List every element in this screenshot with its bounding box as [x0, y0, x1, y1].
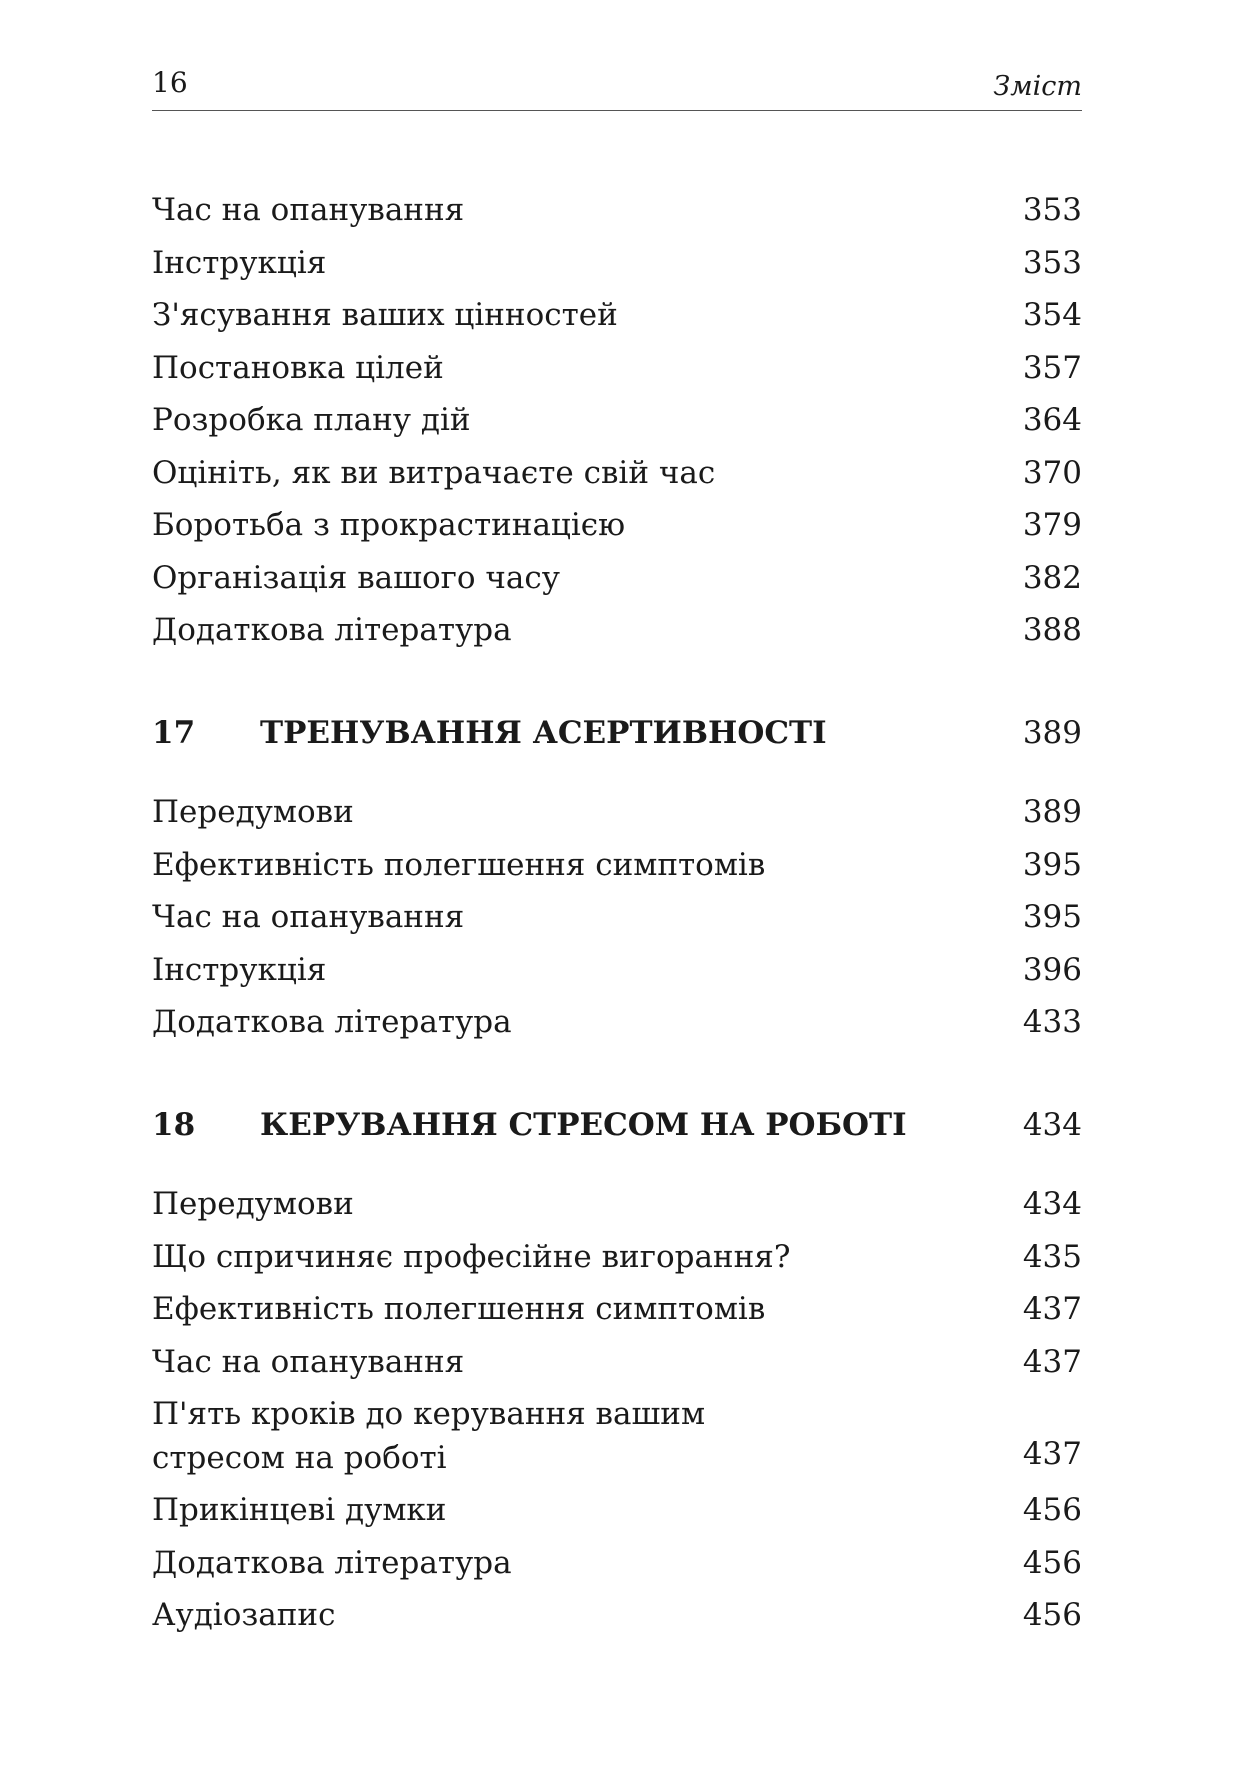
toc-entry-page: 389 — [1022, 794, 1082, 830]
toc-entry-page: 357 — [1022, 349, 1082, 386]
toc-entry-page: 456 — [1022, 1492, 1082, 1528]
toc-entry[interactable] — [152, 1231, 1082, 1284]
toc-entry[interactable] — [152, 604, 1082, 657]
toc-entry-title: Час на опанування — [152, 1343, 465, 1380]
toc-entry-title: Додаткова література — [152, 1544, 512, 1581]
toc-entry-title: Додаткова література — [152, 612, 512, 648]
toc-entry-page: 353 — [1022, 192, 1082, 228]
toc-entry[interactable] — [152, 289, 1082, 342]
chapter-title: КЕРУВАННЯ СТРЕСОМ НА РОБОТІ — [260, 1106, 907, 1143]
toc-entry[interactable] — [152, 996, 1082, 1049]
toc-entry-title-line: стресом на роботі — [152, 1440, 447, 1476]
toc-entry-title: Інструкція — [152, 951, 327, 988]
toc-entry-page: 370 — [1022, 454, 1082, 491]
toc-entry-title: З'ясування ваших цінностей — [152, 297, 618, 333]
toc-entry[interactable] — [152, 1537, 1082, 1590]
chapter-heading-18[interactable] — [152, 1099, 1082, 1152]
toc-entry[interactable] — [152, 394, 1082, 447]
toc-entry-title: Організація вашого часу — [152, 559, 560, 596]
table-of-contents — [152, 184, 1082, 1642]
toc-entry-page: 388 — [1022, 612, 1082, 648]
toc-entry-page: 395 — [1022, 899, 1082, 935]
toc-entry[interactable] — [152, 342, 1082, 395]
toc-entry[interactable] — [152, 447, 1082, 500]
toc-entry-page: 456 — [1022, 1544, 1082, 1581]
toc-entry-page: 437 — [1022, 1435, 1082, 1472]
toc-entry-page: 437 — [1022, 1291, 1082, 1327]
toc-entry-title-line: П'ять кроків до керування вашим — [152, 1396, 706, 1432]
toc-entry[interactable] — [152, 237, 1082, 290]
toc-entry[interactable] — [152, 1336, 1082, 1389]
toc-entry-title: Передумови — [152, 1186, 354, 1222]
toc-entry-title: Оцініть, як ви витрачаєте свій час — [152, 454, 716, 491]
toc-entry-page: 353 — [1022, 244, 1082, 281]
toc-entry-title: Час на опанування — [152, 192, 465, 228]
toc-entry-title: Постановка цілей — [152, 349, 444, 386]
page-header — [152, 66, 1082, 111]
toc-entry-title: Прикінцеві думки — [152, 1492, 447, 1528]
toc-entry-title: Ефективність полегшення симптомів — [152, 1291, 766, 1327]
toc-entry[interactable] — [152, 552, 1082, 605]
toc-entry-page: 433 — [1022, 1004, 1082, 1040]
toc-entry-title: Ефективність полегшення симптомів — [152, 846, 766, 883]
toc-entry-page: 434 — [1022, 1186, 1082, 1222]
toc-entry-title: Що спричиняє професійне вигорання? — [152, 1238, 791, 1275]
toc-entry-page: 354 — [1022, 297, 1082, 333]
running-head: Зміст — [993, 71, 1082, 102]
toc-entry[interactable] — [152, 1178, 1082, 1231]
toc-entry-title: Додаткова література — [152, 1004, 512, 1040]
toc-entry-page: 364 — [1022, 402, 1082, 438]
toc-entry-page: 435 — [1022, 1238, 1082, 1275]
toc-entry-page: 396 — [1022, 951, 1082, 988]
toc-entry[interactable] — [152, 1388, 1082, 1484]
chapter-page: 389 — [1022, 714, 1082, 751]
toc-entry[interactable] — [152, 184, 1082, 237]
toc-entry[interactable] — [152, 839, 1082, 892]
chapter-number: 18 — [152, 1106, 196, 1143]
toc-entry-title: Передумови — [152, 794, 354, 830]
toc-entry-page: 382 — [1022, 559, 1082, 596]
toc-entry-page: 395 — [1022, 846, 1082, 883]
toc-entry[interactable] — [152, 499, 1082, 552]
toc-entry-title: Боротьба з прокрастинацією — [152, 507, 626, 543]
toc-entry-title: Розробка плану дій — [152, 402, 471, 438]
toc-entry[interactable] — [152, 1484, 1082, 1537]
chapter-title: ТРЕНУВАННЯ АСЕРТИВНОСТІ — [260, 714, 827, 751]
toc-entry-title: Час на опанування — [152, 899, 465, 935]
chapter-heading-17[interactable] — [152, 707, 1082, 760]
toc-entry[interactable] — [152, 1283, 1082, 1336]
chapter-number: 17 — [152, 714, 196, 751]
toc-entry-page: 456 — [1022, 1597, 1082, 1633]
toc-entry-title — [152, 1392, 1023, 1480]
toc-entry-title: Аудіозапис — [152, 1597, 336, 1633]
toc-entry-page: 379 — [1022, 507, 1082, 543]
toc-entry-page: 437 — [1022, 1343, 1082, 1380]
toc-entry[interactable] — [152, 1589, 1082, 1642]
page-number: 16 — [152, 66, 188, 99]
toc-entry-title: Інструкція — [152, 244, 327, 281]
toc-entry[interactable] — [152, 891, 1082, 944]
chapter-page: 434 — [1022, 1106, 1082, 1143]
toc-entry[interactable] — [152, 786, 1082, 839]
toc-entry[interactable] — [152, 944, 1082, 997]
